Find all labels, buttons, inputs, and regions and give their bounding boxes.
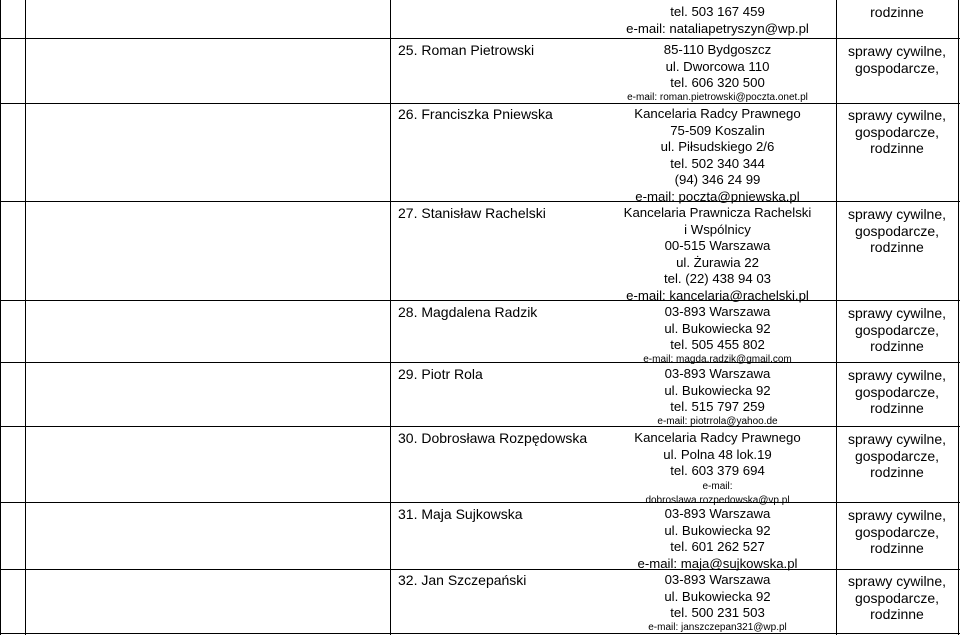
contact-line: dobroslawa.rozpedowska@vp.pl — [645, 494, 790, 506]
category-line: gospodarcze, — [854, 383, 940, 400]
contact-line: e-mail: poczta@pniewska.pl — [635, 188, 800, 204]
contact-details — [610, 506, 825, 572]
contact-details — [610, 42, 825, 104]
contact-line: 85-110 Bydgoszcz — [663, 42, 772, 57]
table-row — [0, 362, 960, 427]
table-row — [0, 502, 960, 571]
table-row — [0, 300, 960, 365]
table-row — [0, 103, 960, 204]
contact-line: tel. 503 167 459 — [670, 4, 765, 19]
contact-details — [610, 304, 825, 366]
case-categories — [838, 206, 956, 256]
category-line: sprawy cywilne, — [847, 206, 947, 222]
contact-line: ul. Dworcowa 110 — [665, 58, 770, 74]
case-categories — [838, 507, 956, 557]
contact-line: 00-515 Warszawa — [664, 238, 771, 253]
category-line: rodzinne — [870, 4, 924, 20]
contact-line: ul. Polna 48 lok.19 — [663, 446, 772, 462]
column-border — [836, 0, 837, 635]
contact-line: tel. 515 797 259 — [670, 399, 765, 414]
contact-line: tel. 500 231 503 — [670, 605, 765, 620]
category-line: gospodarcze, — [854, 447, 940, 464]
contact-line: (94) 346 24 99 — [674, 172, 761, 187]
lawyer-name: 32. Jan Szczepański — [398, 572, 527, 588]
category-line: gospodarcze, — [854, 123, 940, 140]
category-line: sprawy cywilne, — [847, 431, 947, 447]
case-categories — [838, 367, 956, 417]
lawyer-name: 30. Dobrosława Rozpędowska — [398, 430, 588, 446]
table-row — [0, 38, 960, 103]
category-line: rodzinne — [870, 540, 924, 556]
column-border — [958, 0, 959, 635]
lawyer-name: 31. Maja Sujkowska — [398, 506, 523, 522]
category-line: rodzinne — [870, 400, 924, 416]
case-categories — [838, 107, 956, 157]
category-line: sprawy cywilne, — [847, 507, 947, 523]
contact-line: tel. 606 320 500 — [670, 75, 765, 90]
contact-line: e-mail: — [702, 480, 733, 492]
column-border — [25, 0, 26, 635]
category-line: rodzinne — [870, 606, 924, 622]
column-border — [390, 0, 391, 635]
category-line: sprawy cywilne, — [847, 367, 947, 383]
case-categories — [838, 305, 956, 355]
case-categories — [838, 431, 956, 481]
lawyer-name: 28. Magdalena Radzik — [398, 304, 538, 320]
lawyer-name: 29. Piotr Rola — [398, 366, 483, 382]
lawyer-name: 27. Stanisław Rachelski — [398, 205, 546, 221]
contact-line: 03-893 Warszawa — [664, 366, 771, 381]
contact-line: Kancelaria Prawnicza Rachelski — [623, 205, 812, 220]
category-line: rodzinne — [870, 464, 924, 480]
contact-line: e-mail: nataliapetryszyn@wp.pl — [626, 20, 809, 36]
table-row — [0, 569, 960, 633]
contact-line: e-mail: roman.pietrowski@poczta.onet.pl — [627, 91, 808, 103]
category-line: sprawy cywilne, — [847, 107, 947, 123]
lawyer-name: 26. Franciszka Pniewska — [398, 106, 553, 122]
contact-line: ul. Bukowiecka 92 — [664, 320, 771, 336]
case-categories — [838, 573, 956, 623]
contact-line: e-mail: janszczepan321@wp.pl — [648, 621, 787, 633]
contact-line: e-mail: magda.radzik@gmail.com — [643, 353, 792, 365]
column-border — [0, 0, 1, 635]
contact-line: ul. Piłsudskiego 2/6 — [660, 139, 775, 154]
category-line: sprawy cywilne, — [847, 305, 947, 321]
category-line: sprawy cywilne, — [847, 573, 947, 589]
category-line: rodzinne — [870, 338, 924, 354]
contact-details — [610, 430, 825, 508]
table-row — [0, 201, 960, 303]
contact-line: tel. 505 455 802 — [670, 337, 765, 352]
contact-details — [610, 106, 825, 205]
contact-line: e-mail: kancelaria@rachelski.pl — [626, 287, 809, 303]
contact-line: Kancelaria Radcy Prawnego — [634, 430, 801, 445]
contact-line: ul. Bukowiecka 92 — [664, 522, 771, 538]
category-line: gospodarcze, — [854, 523, 940, 540]
contact-line: Kancelaria Radcy Prawnego — [634, 106, 801, 121]
category-line: gospodarcze, — [854, 222, 940, 239]
contact-details — [610, 572, 825, 634]
contact-line: 03-893 Warszawa — [664, 304, 771, 319]
contact-line: ul. Bukowiecka 92 — [664, 382, 771, 398]
category-line: gospodarcze, — [854, 59, 940, 76]
contact-line: e-mail: maja@sujkowska.pl — [637, 555, 798, 571]
contact-line: tel. 601 262 527 — [670, 539, 765, 554]
contact-details — [610, 205, 825, 304]
category-line: rodzinne — [870, 140, 924, 156]
contact-line: i Wspólnicy — [684, 221, 751, 237]
contact-line: 03-893 Warszawa — [664, 572, 771, 587]
contact-line: tel. (22) 438 94 03 — [663, 271, 772, 286]
category-line: rodzinne — [870, 239, 924, 255]
contact-line: ul. Bukowiecka 92 — [664, 588, 771, 604]
case-categories — [838, 43, 956, 76]
contact-line: ul. Żurawia 22 — [676, 254, 759, 270]
contact-details — [610, 366, 825, 428]
lawyer-name: 25. Roman Pietrowski — [398, 42, 535, 58]
contact-line: tel. 502 340 344 — [670, 155, 765, 171]
contact-line: 75-509 Koszalin — [670, 122, 765, 138]
table-row — [0, 426, 960, 506]
category-line: sprawy cywilne, — [847, 43, 947, 59]
case-categories — [838, 4, 956, 21]
contact-line: tel. 603 379 694 — [670, 463, 765, 478]
contact-details — [610, 4, 825, 37]
category-line: gospodarcze, — [854, 589, 940, 606]
contact-line: 03-893 Warszawa — [664, 506, 771, 521]
category-line: gospodarcze, — [854, 321, 940, 338]
contact-line: e-mail: piotrrola@yahoo.de — [657, 415, 778, 427]
